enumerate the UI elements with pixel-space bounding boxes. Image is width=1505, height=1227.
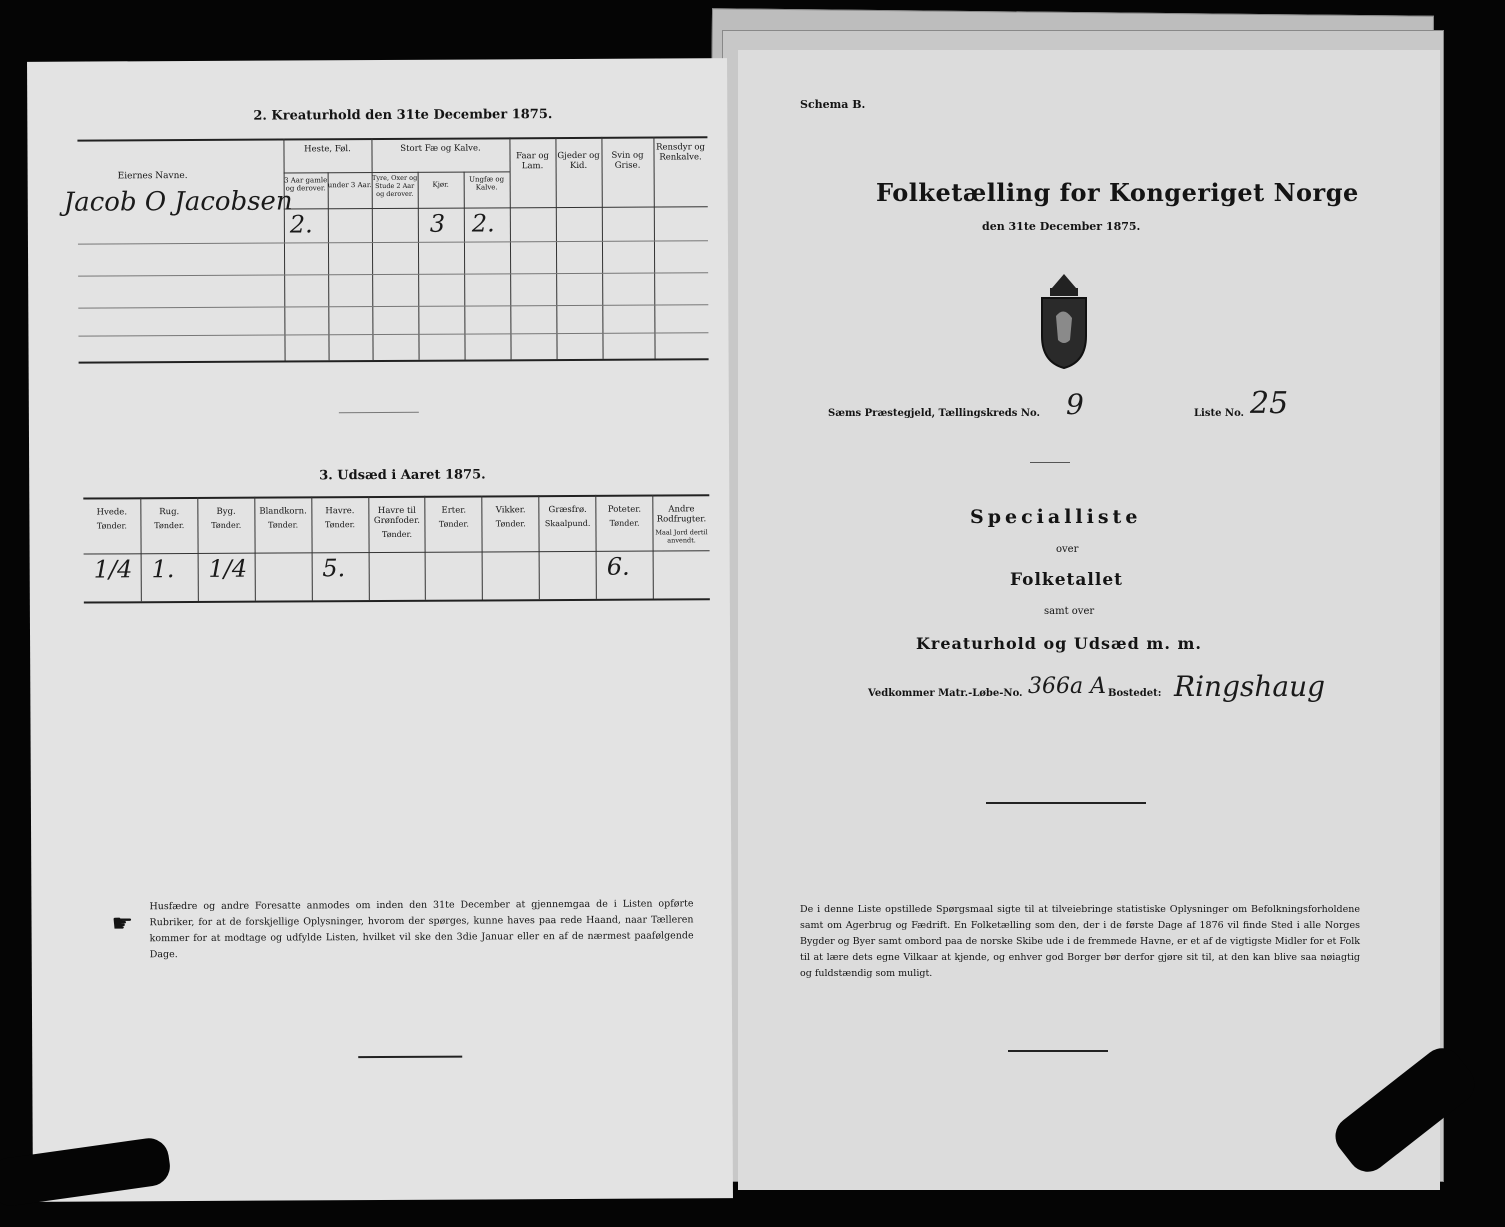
seed-column-name: Vikker. — [495, 505, 526, 516]
bosted-value: Ringshaug — [1174, 670, 1326, 703]
kjor-value: 3 — [429, 209, 446, 238]
tyre-header: Tyre, Oxer og Stude 2 Aar og derover. — [372, 173, 418, 199]
seed-column-name: Erter. — [441, 505, 467, 516]
seed-title: 3. Udsæd i Aaret 1875. — [319, 467, 486, 484]
seed-table — [83, 494, 710, 601]
seed-column — [197, 497, 254, 601]
parish-label: Sæms Præstegjeld, Tællingskreds No. — [828, 408, 1041, 419]
seed-column — [652, 494, 709, 598]
schema-label: Schema B. — [800, 98, 866, 111]
seed-column-name: Havre. — [325, 506, 355, 517]
left-notice: Husfædre og andre Foresatte anmodes om inden den 31te December at gjennemgaa de i Listen opførte Rubriker, for at de forskjellige Oplysninger, hvorom der spørges, kunne haves paa rede Haand, naar Tælleren kommer for at modtage og udfylde Listen, hvilket vil ske den 3die Januar eller en af de nærmest paafølgende Dage. — [149, 898, 694, 961]
samt-over-text: samt over — [1044, 606, 1095, 617]
seed-column-unit: Tønder. — [96, 521, 127, 531]
seed-column — [140, 497, 197, 601]
seed-column-unit: Tønder. — [609, 518, 640, 528]
seed-column — [482, 495, 539, 599]
seed-column-name: Blandkorn. — [259, 506, 307, 517]
stort-fae-header: Stort Fæ og Kalve. — [400, 143, 481, 154]
heste-old-value: 2. — [289, 210, 313, 239]
seed-column-name: Rug. — [159, 507, 180, 518]
specialliste-heading: Specialliste — [970, 506, 1142, 528]
main-title: Folketælling for Kongeriget Norge — [876, 178, 1359, 207]
rensdyr-header: Rensdyr og Renkalve. — [656, 142, 705, 163]
seed-column — [539, 495, 596, 599]
liste-label: Liste No. — [1194, 408, 1245, 419]
bosted-label: Bostedet: — [1108, 688, 1162, 699]
kreds-number: 9 — [1066, 388, 1084, 421]
left-page — [27, 58, 733, 1202]
livestock-title: 2. Kreaturhold den 31te December 1875. — [253, 107, 553, 124]
seed-column-value: 6. — [606, 552, 630, 581]
seed-column — [425, 495, 482, 599]
kjor-header: Kjør. — [432, 180, 449, 189]
seed-column — [83, 497, 140, 601]
seed-column — [311, 496, 368, 600]
seed-column-name: Havre til Grønfoder. — [373, 505, 420, 527]
norwegian-coat-of-arms-icon — [1032, 266, 1096, 370]
seed-column-name: Byg. — [216, 506, 236, 517]
date-line: den 31te December 1875. — [982, 220, 1141, 233]
heste-header: Heste, Føl. — [304, 144, 351, 155]
seed-column-unit: Tønder. — [438, 519, 469, 529]
over-text-1: over — [1056, 544, 1079, 555]
seed-column-name: Poteter. — [607, 504, 642, 515]
right-page — [738, 50, 1440, 1190]
seed-column-value: 1. — [151, 555, 175, 584]
faar-header: Faar og Lam. — [516, 151, 549, 172]
svin-header: Svin og Grise. — [611, 150, 644, 171]
seed-column — [595, 495, 652, 599]
seed-column-unit: Tønder. — [154, 521, 185, 531]
right-notice: De i denne Liste opstillede Spørgsmaal sigte til at tilveiebringe statistiske Oplysninger om Befolkningsforholdene samt om Agerbrug og Fædrift. En Folketælling som den, der i de første Dage af 1876 vil finde Sted i alle Norges Bygder og Byer samt ombord paa de norske Skibe ude i de fremmede Havne, er et af de vigtigste Midler for et Folk til at lære dets egne Vilkaar at kjende, og enhver god Borger bør derfor gjøre sit til, at den kan blive saa nøiagtig og fuldstændig som muligt. — [800, 904, 1360, 979]
matr-number: 366a A — [1028, 674, 1106, 699]
gjeder-header: Gjeder og Kid. — [557, 150, 600, 171]
seed-column-unit: Skaalpund. — [544, 518, 591, 529]
seed-column — [254, 496, 311, 600]
ungfae-header: Ungfæ og Kalve. — [469, 175, 505, 192]
seed-column-value: 5. — [322, 554, 346, 583]
heste-old-header: 3 Aar gamle og derover. — [284, 176, 328, 193]
seed-column-value: 1/4 — [93, 555, 133, 584]
seed-column-unit: Maal Jord dertil anvendt. — [655, 528, 708, 545]
seed-column-name: Græsfrø. — [548, 504, 587, 516]
seed-column — [368, 496, 425, 600]
seed-column-name: Hvede. — [96, 507, 128, 518]
pointing-hand-icon: ☛ — [111, 909, 134, 938]
owner-name: Jacob O Jacobsen — [63, 186, 293, 218]
kreaturhold-heading: Kreaturhold og Udsæd m. m. — [916, 634, 1202, 653]
matr-label: Vedkommer Matr.-Løbe-No. — [868, 688, 1023, 699]
seed-column-unit: Tønder. — [381, 529, 413, 539]
liste-number: 25 — [1250, 386, 1289, 421]
heste-young-header: under 3 Aar. — [327, 181, 372, 190]
folketallet-heading: Folketallet — [1010, 570, 1123, 590]
seed-column-unit: Tønder. — [211, 520, 242, 530]
seed-column-unit: Tønder. — [268, 520, 299, 530]
seed-column-value: 1/4 — [208, 554, 248, 583]
ungfae-value: 2. — [471, 209, 495, 238]
owner-header: Eiernes Navne. — [117, 171, 188, 182]
seed-column-unit: Tønder. — [495, 519, 526, 529]
seed-column-name: Andre Rodfrugter. — [656, 504, 707, 525]
seed-column-unit: Tønder. — [324, 520, 356, 530]
